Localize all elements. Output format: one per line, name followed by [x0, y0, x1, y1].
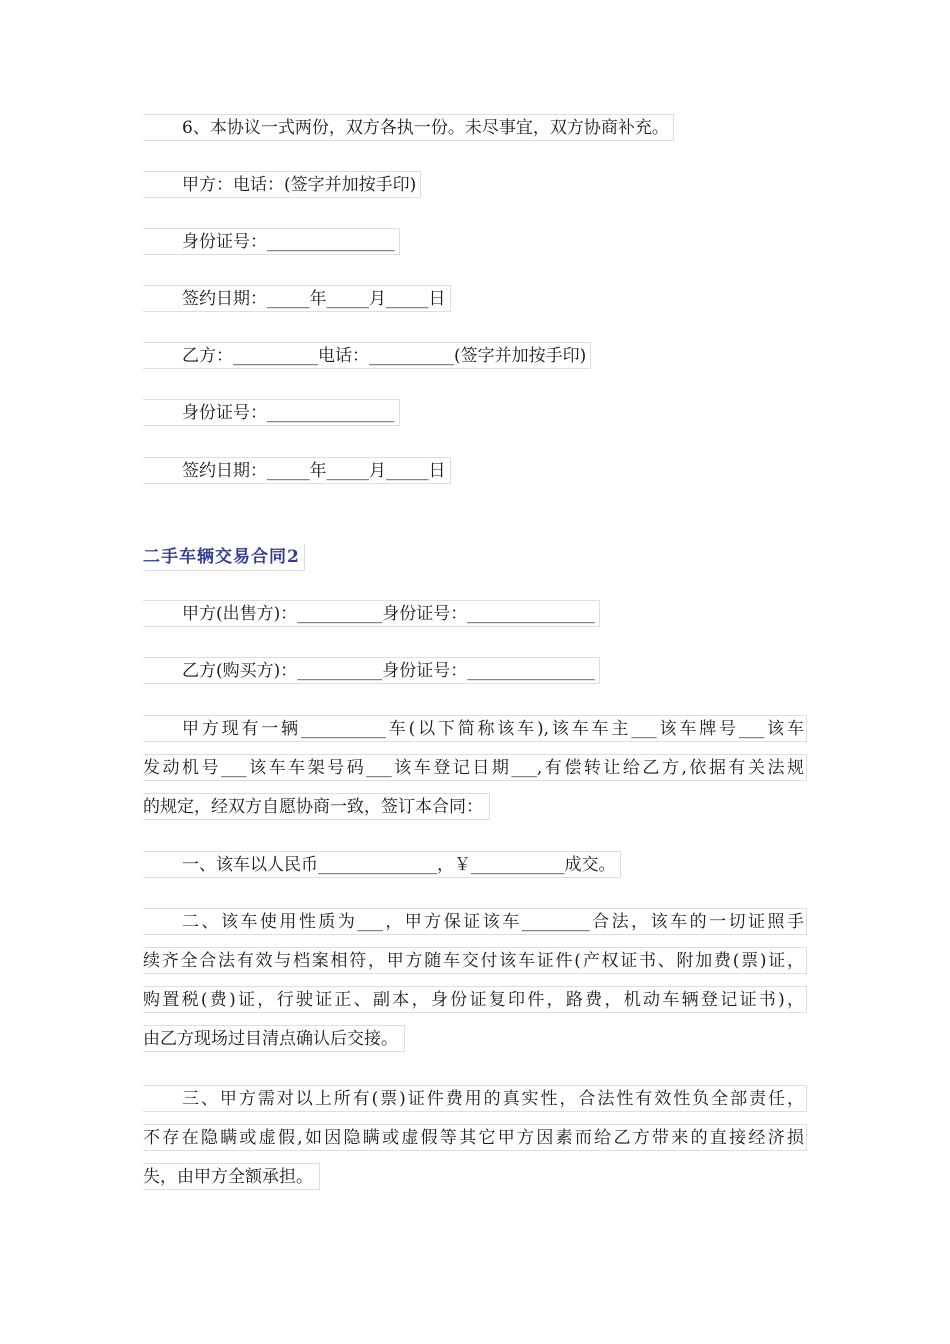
intro-paragraph	[143, 715, 807, 836]
party-b-date-line: 签约日期：_____年_____月_____日	[143, 457, 451, 484]
intro-line: 甲方现有一辆__________车(以下简称该车),该车车主___该车牌号___该车	[143, 715, 807, 742]
party-a-id-line: 身份证号：_______________	[143, 228, 400, 255]
contract-2-title: 二手车辆交易合同2	[143, 544, 305, 571]
clause-3-line: 不存在隐瞒或虚假,如因隐瞒或虚假等其它甲方因素而给乙方带来的直接经济损	[143, 1124, 807, 1151]
clause-3-line: 失，由甲方全额承担。	[143, 1163, 320, 1190]
buyer-line: 乙方(购买方)：__________身份证号：_______________	[143, 657, 600, 684]
party-b-phone-line: 乙方：__________电话：__________(签字并加按手印)	[143, 342, 591, 369]
intro-line: 发动机号___该车车架号码___该车登记日期___,有偿转让给乙方,依据有关法规	[143, 754, 807, 781]
seller-line: 甲方(出售方)：__________身份证号：_______________	[143, 600, 600, 627]
clause-3-line: 三、甲方需对以上所有(票)证件费用的真实性，合法性有效性负全部责任，	[143, 1085, 807, 1112]
party-a-date-line: 签约日期：_____年_____月_____日	[143, 285, 451, 312]
clause-2-line: 购置税(费)证，行驶证正、副本，身份证复印件，路费，机动车辆登记证书)，	[143, 986, 807, 1013]
clause-2-line: 由乙方现场过目清点确认后交接。	[143, 1025, 405, 1052]
clause-2-line: 续齐全合法有效与档案相符，甲方随车交付该车证件(产权证书、附加费(票)证，	[143, 947, 807, 974]
clause-3-paragraph	[143, 1085, 807, 1206]
party-b-id-line: 身份证号：_______________	[143, 399, 400, 426]
clause-6: 6、本协议一式两份，双方各执一份。未尽事宜，双方协商补充。	[143, 114, 674, 141]
clause-2-paragraph	[143, 908, 807, 1068]
clause-1: 一、该车以人民币______________，￥___________成交。	[143, 851, 621, 878]
party-a-phone-line: 甲方：电话：(签字并加按手印)	[143, 171, 421, 198]
clause-2-line: 二、该车使用性质为___，甲方保证该车________合法，该车的一切证照手	[143, 908, 807, 935]
intro-line: 的规定，经双方自愿协商一致，签订本合同：	[143, 793, 490, 820]
